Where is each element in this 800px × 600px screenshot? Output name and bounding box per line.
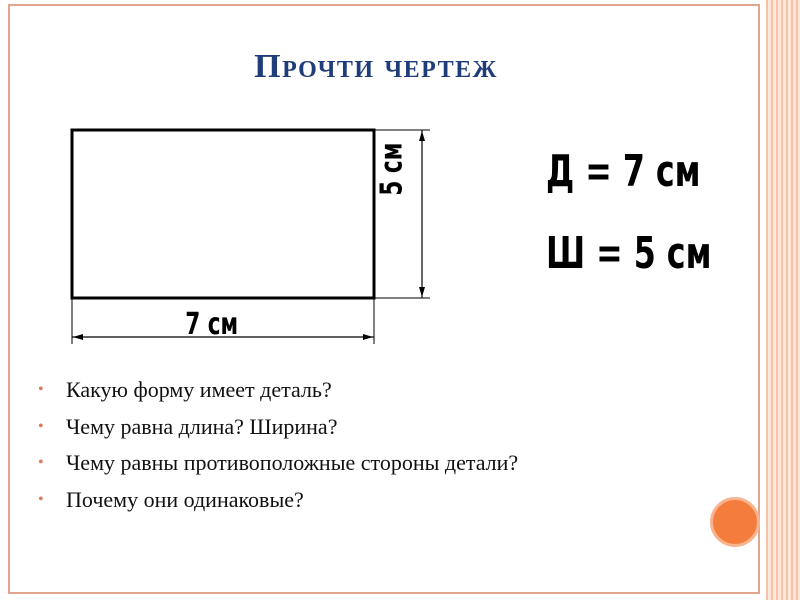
- list-item: [38, 372, 518, 409]
- question-text: Какую форму имеет деталь?: [66, 377, 332, 402]
- bullet-icon: •: [38, 454, 44, 471]
- question-text: Почему они одинаковые?: [66, 486, 304, 512]
- arrow-up: [419, 131, 425, 141]
- list-item: [38, 445, 518, 482]
- arrow-right: [363, 334, 373, 340]
- rectangle-part: [72, 130, 374, 298]
- list-item: [38, 409, 518, 446]
- arrow-down: [419, 287, 425, 297]
- list-item: [38, 482, 518, 519]
- question-text: Чему равны противоположные стороны детали?: [66, 450, 519, 475]
- length-formula: Д = 7 см: [546, 146, 701, 197]
- question-list: [38, 372, 518, 518]
- slide-title: Прочти чертеж: [254, 48, 498, 85]
- question-text: Чему равна длина? Ширина?: [66, 413, 338, 439]
- width-dimension-label: 5 см: [375, 142, 410, 196]
- arrow-left: [73, 334, 83, 340]
- bullet-icon: •: [38, 417, 44, 435]
- bullet-icon: •: [38, 490, 44, 508]
- width-formula: Ш = 5 см: [546, 228, 712, 279]
- bullet-icon: •: [38, 381, 44, 398]
- decorative-orange-circle: [710, 497, 760, 547]
- length-dimension-label: 7 см: [185, 307, 239, 343]
